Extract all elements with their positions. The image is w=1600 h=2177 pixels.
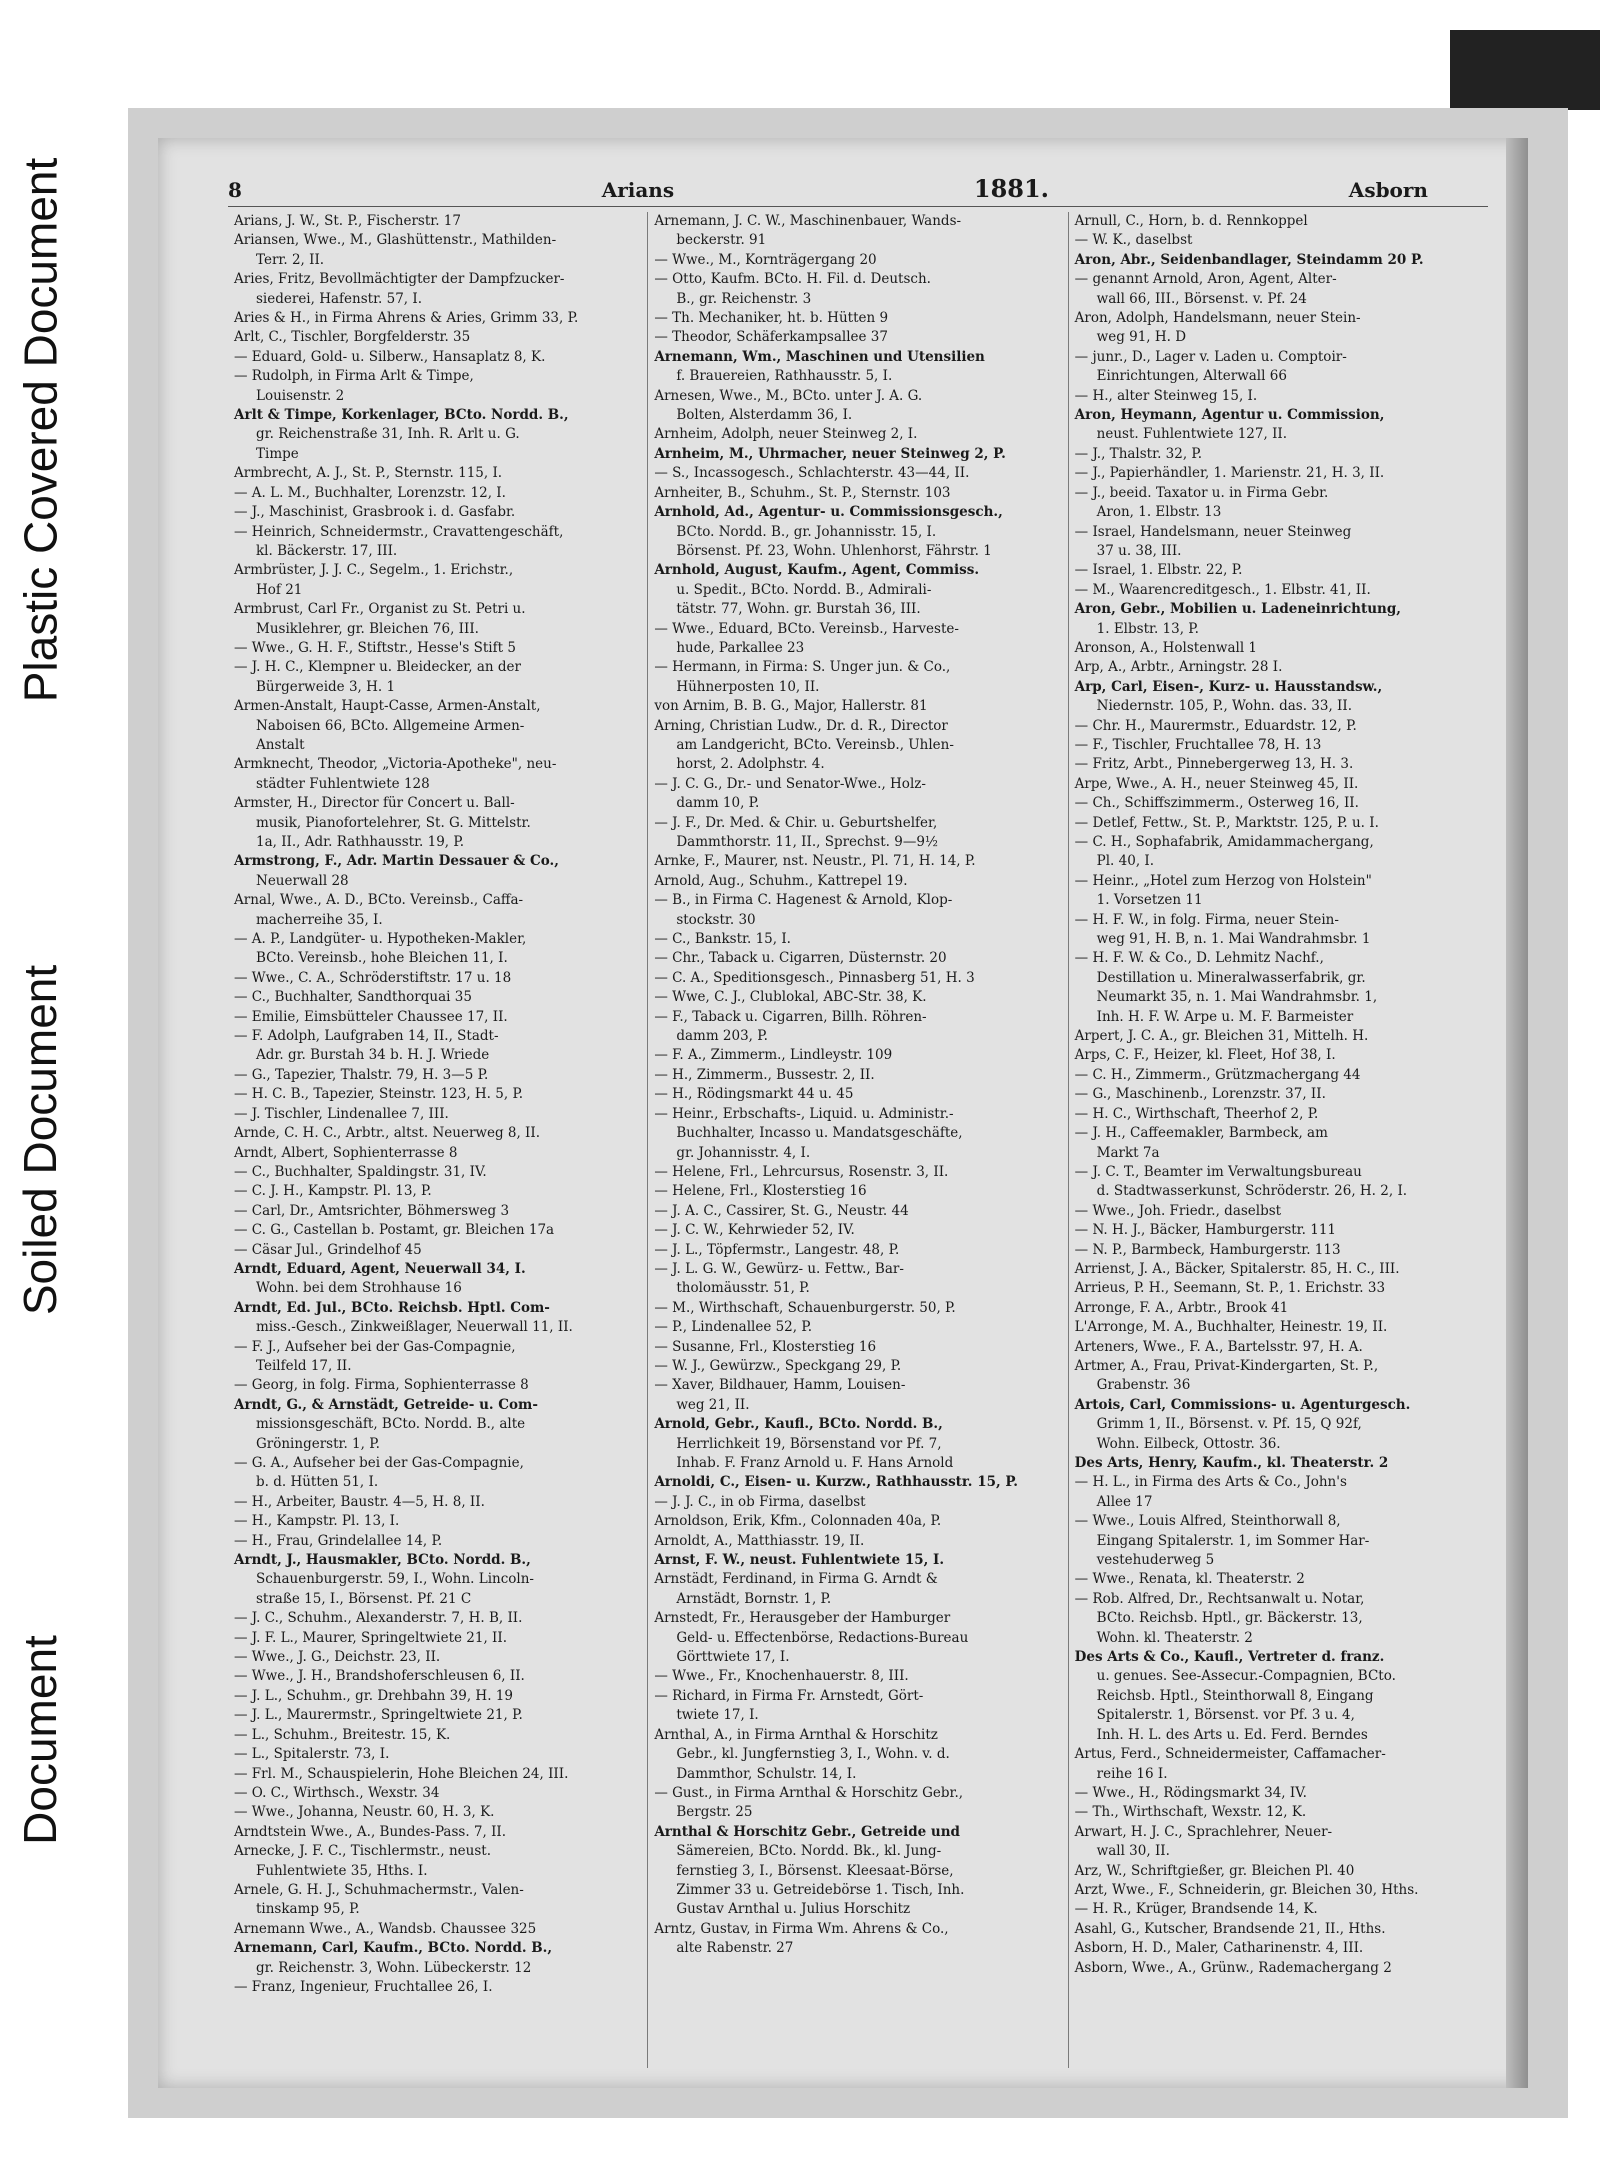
directory-entry: — Ch., Schiffszimmerm., Osterweg 16, II. xyxy=(1074,795,1359,812)
directory-entry: — H. L., in Firma des Arts & Co., John's xyxy=(1074,1474,1347,1491)
directory-entry: Einrichtungen, Alterwall 66 xyxy=(1096,368,1287,385)
directory-entry: Aron, Heymann, Agentur u. Commission, xyxy=(1074,407,1385,424)
directory-entry: — J. L., Maurermstr., Springeltwiete 21, P. xyxy=(234,1707,523,1724)
directory-entry: Arnheim, Adolph, neuer Steinweg 2, I. xyxy=(654,426,918,443)
directory-entry: Börsenst. Pf. 23, Wohn. Uhlenhorst, Fährstr. 1 xyxy=(676,542,992,559)
directory-entry: Arnal, Wwe., A. D., BCto. Vereinsb., Caffa- xyxy=(234,892,524,909)
directory-entry: alte Rabenstr. 27 xyxy=(676,1940,794,1957)
directory-entry: Arnthal & Horschitz Gebr., Getreide und xyxy=(654,1823,960,1840)
directory-entry: — C. H., Zimmerm., Grützmachergang 44 xyxy=(1074,1066,1361,1083)
directory-entry: — H. C. B., Tapezier, Steinstr. 123, H. 5, P. xyxy=(234,1086,524,1103)
directory-entry: Inh. H. L. des Arts u. Ed. Ferd. Berndes xyxy=(1096,1726,1368,1743)
directory-entry: — J. H. C., Klempner u. Bleidecker, an der xyxy=(234,659,521,676)
directory-entry: — F., Tischler, Fruchtallee 78, H. 13 xyxy=(1074,736,1322,753)
directory-entry: kl. Bäckerstr. 17, III. xyxy=(256,542,398,559)
directory-entry: — H. C., Wirthschaft, Theerhof 2, P. xyxy=(1074,1105,1319,1122)
directory-entry: — J. A. C., Cassirer, St. G., Neustr. 44 xyxy=(654,1202,909,1219)
directory-entry: Aron, Abr., Seidenbandlager, Steindamm 20 P. xyxy=(1074,251,1424,268)
directory-entry: BCto. Reichsb. Hptl., gr. Bäckerstr. 13, xyxy=(1096,1610,1363,1627)
directory-entry: Sämereien, BCto. Nordd. Bk., kl. Jung- xyxy=(676,1843,942,1860)
directory-entry: Louisenstr. 2 xyxy=(256,387,345,404)
directory-entry: — Chr. H., Maurermstr., Eduardstr. 12, P. xyxy=(1074,717,1357,734)
directory-entry: Spitalerstr. 1, Börsenst. vor Pf. 3 u. 4, xyxy=(1096,1707,1355,1724)
directory-entry: Markt 7a xyxy=(1096,1144,1160,1161)
directory-entry: — H., alter Steinweg 15, I. xyxy=(1074,387,1258,404)
directory-entry: — Franz, Ingenieur, Fruchtallee 26, I. xyxy=(234,1978,493,1995)
directory-entry: Teilfeld 17, II. xyxy=(256,1357,352,1374)
directory-column-2 xyxy=(647,212,1067,2068)
directory-entry: Armster, H., Director für Concert u. Ball- xyxy=(234,795,515,812)
directory-entry: Arning, Christian Ludw., Dr. d. R., Director xyxy=(654,717,948,734)
directory-entry: — J. H., Caffeemakler, Barmbeck, am xyxy=(1074,1125,1328,1142)
directory-entry: — junr., D., Lager v. Laden u. Comptoir- xyxy=(1074,348,1347,365)
directory-entry: — S., Incassogesch., Schlachterstr. 43—44, II. xyxy=(654,465,970,482)
directory-column-3 xyxy=(1068,212,1488,2068)
directory-entry: Inh. H. F. W. Arpe u. M. F. Barmeister xyxy=(1096,1008,1354,1025)
directory-entry: — L., Spitalerstr. 73, I. xyxy=(234,1746,390,1763)
directory-entry: Arp, A., Arbtr., Arningstr. 28 I. xyxy=(1074,659,1283,676)
directory-entry: damm 203, P. xyxy=(676,1028,768,1045)
directory-entry: — Chr., Taback u. Cigarren, Düsternstr. 20 xyxy=(654,950,947,967)
directory-entry: Asborn, H. D., Maler, Catharinenstr. 4, III. xyxy=(1074,1940,1364,1957)
directory-entry: Arpe, Wwe., A. H., neuer Steinweg 45, II. xyxy=(1074,775,1359,792)
directory-entry: — Wwe., J. H., Brandshoferschleusen 6, II. xyxy=(234,1668,525,1685)
directory-entry: Musiklehrer, gr. Bleichen 76, III. xyxy=(256,620,479,637)
directory-entry: 1a, II., Adr. Rathhausstr. 19, P. xyxy=(256,834,465,850)
directory-entry: Arpert, J. C. A., gr. Bleichen 31, Mittelh. H. xyxy=(1074,1028,1369,1045)
directory-entry: Armstrong, F., Adr. Martin Dessauer & Co., xyxy=(234,853,559,870)
directory-entry: hude, Parkallee 23 xyxy=(676,639,805,656)
directory-entry: Armen-Anstalt, Haupt-Casse, Armen-Anstalt, xyxy=(234,698,541,715)
directory-entry: Arndtstein Wwe., A., Bundes-Pass. 7, II. xyxy=(234,1823,507,1840)
directory-entry: — O. C., Wirthsch., Wexstr. 34 xyxy=(234,1784,440,1801)
directory-entry: — Theodor, Schäferkampsallee 37 xyxy=(654,329,888,346)
directory-entry: — J. L. G. W., Gewürz- u. Fettw., Bar- xyxy=(654,1260,904,1277)
directory-entry: Arps, C. F., Heizer, kl. Fleet, Hof 38, I. xyxy=(1074,1047,1336,1064)
directory-entry: — C. G., Castellan b. Postamt, gr. Bleichen 17a xyxy=(234,1222,555,1239)
directory-entry: Arrieus, P. H., Seemann, St. P., 1. Erichstr. 33 xyxy=(1074,1280,1386,1297)
directory-entry: — Cäsar Jul., Grindelhof 45 xyxy=(234,1241,422,1258)
directory-entry: — Otto, Kaufm. BCto. H. Fil. d. Deutsch. xyxy=(654,271,931,288)
directory-entry: — H. F. W., in folg. Firma, neuer Stein- xyxy=(1074,911,1339,928)
directory-entry: Grabenstr. 36 xyxy=(1096,1377,1191,1394)
directory-entry: städter Fuhlentwiete 128 xyxy=(256,775,430,792)
running-head-right-word: Asborn xyxy=(1348,178,1428,202)
directory-entry: Schauenburgerstr. 59, I., Wohn. Lincoln- xyxy=(256,1571,534,1588)
directory-entry: — F. J., Aufseher bei der Gas-Compagnie, xyxy=(234,1338,516,1355)
directory-entry: Grimm 1, II., Börsenst. v. Pf. 15, Q 92f, xyxy=(1096,1416,1362,1433)
directory-entry: vestehuderweg 5 xyxy=(1096,1552,1215,1569)
directory-entry: stockstr. 30 xyxy=(676,911,756,928)
directory-entry: Asborn, Wwe., A., Grünw., Rademachergang 2 xyxy=(1074,1959,1392,1976)
directory-entry: Des Arts & Co., Kaufl., Vertreter d. franz. xyxy=(1074,1649,1385,1666)
directory-entry: Arrienst, J. A., Bäcker, Spitalerstr. 85, H. C., III. xyxy=(1074,1260,1400,1277)
directory-entry: — Wwe., Eduard, BCto. Vereinsb., Harveste- xyxy=(654,620,959,637)
directory-entry: — Heinr., „Hotel zum Herzog von Holstein" xyxy=(1074,872,1372,889)
directory-entry: — Israel, 1. Elbstr. 22, P. xyxy=(1074,562,1243,579)
directory-entry: Geld- u. Effectenbörse, Redactions-Bureau xyxy=(676,1629,969,1646)
directory-entry: — Heinr., Erbschafts-, Liquid. u. Administr.- xyxy=(654,1105,954,1122)
directory-entry: Armbrecht, A. J., St. P., Sternstr. 115, I. xyxy=(234,465,503,482)
directory-entry: Arnemann, J. C. W., Maschinenbauer, Wands- xyxy=(654,213,962,229)
directory-entry: Arnele, G. H. J., Schuhmachermstr., Valen- xyxy=(234,1881,524,1898)
directory-entry: — Wwe., C. A., Schröderstiftstr. 17 u. 18 xyxy=(234,969,512,986)
directory-entry: — Detlef, Fettw., St. P., Marktstr. 125, P. u. I. xyxy=(1074,814,1379,831)
directory-entry: weg 21, II. xyxy=(676,1396,750,1413)
directory-entry: Arp, Carl, Eisen-, Kurz- u. Hausstandsw., xyxy=(1074,678,1383,695)
directory-columns xyxy=(228,212,1488,2068)
page-number: 8 xyxy=(228,178,242,202)
directory-entry: Inhab. F. Franz Arnold u. F. Hans Arnold xyxy=(676,1455,954,1471)
directory-entry: Niedernstr. 105, P., Wohn. das. 33, II. xyxy=(1096,698,1353,715)
directory-entry: — B., in Firma C. Hagenest & Arnold, Klop- xyxy=(654,892,953,909)
directory-entry: Adr. gr. Burstah 34 b. H. J. Wriede xyxy=(256,1047,490,1064)
directory-entry: Arnheim, M., Uhrmacher, neuer Steinweg 2, P. xyxy=(654,445,1006,462)
directory-entry: — H. R., Krüger, Brandsende 14, K. xyxy=(1074,1901,1318,1918)
directory-entry: Wohn. kl. Theaterstr. 2 xyxy=(1096,1629,1253,1646)
directory-entry: — A. L. M., Buchhalter, Lorenzstr. 12, I. xyxy=(234,484,506,501)
directory-entry: u. Spedit., BCto. Nordd. B., Admirali- xyxy=(676,581,932,598)
directory-entry: L'Arronge, M. A., Buchhalter, Heinestr. 19, II. xyxy=(1074,1319,1388,1336)
directory-entry: Artus, Ferd., Schneidermeister, Caffamacher- xyxy=(1074,1746,1386,1763)
directory-entry: Arz, W., Schriftgießer, gr. Bleichen Pl. 40 xyxy=(1074,1862,1355,1879)
directory-entry: — J. F., Dr. Med. & Chir. u. Geburtshelfer, xyxy=(654,814,938,831)
directory-entry: 1. Elbstr. 13, P. xyxy=(1096,620,1199,637)
directory-entry: — A. P., Landgüter- u. Hypotheken-Makler, xyxy=(234,931,527,948)
directory-entry: weg 91, H. D xyxy=(1096,329,1187,346)
directory-entry: BCto. Nordd. B., gr. Johannisstr. 15, I. xyxy=(676,523,937,540)
directory-entry: — G., Tapezier, Thalstr. 79, H. 3—5 P. xyxy=(234,1066,489,1083)
directory-entry: — J. L., Töpfermstr., Langestr. 48, P. xyxy=(654,1241,900,1258)
directory-entry: BCto. Vereinsb., hohe Bleichen 11, I. xyxy=(256,950,508,967)
directory-entry: Allee 17 xyxy=(1096,1493,1153,1510)
directory-entry: Hof 21 xyxy=(256,581,303,598)
directory-entry: — Fritz, Arbt., Pinnebergerweg 13, H. 3. xyxy=(1074,756,1354,773)
directory-entry: macherreihe 35, I. xyxy=(256,911,383,928)
directory-entry: Bürgerweide 3, H. 1 xyxy=(256,678,396,695)
directory-entry: Reichsb. Hptl., Steinthorwall 8, Eingang xyxy=(1096,1687,1374,1704)
directory-entry: — C., Buchhalter, Spaldingstr. 31, IV. xyxy=(234,1163,487,1180)
directory-column-1 xyxy=(228,212,647,2068)
directory-entry: — Carl, Dr., Amtsrichter, Böhmersweg 3 xyxy=(234,1202,510,1219)
directory-entry: Arnesen, Wwe., M., BCto. unter J. A. G. xyxy=(654,387,923,404)
directory-entry: — Wwe., Fr., Knochenhauerstr. 8, III. xyxy=(654,1668,909,1685)
directory-entry: von Arnim, B. B. G., Major, Hallerstr. 81 xyxy=(654,698,928,715)
directory-entry: weg 91, H. B, n. 1. Mai Wandrahmsbr. 1 xyxy=(1096,931,1371,948)
directory-entry: Des Arts, Henry, Kaufm., kl. Theaterstr. 2 xyxy=(1074,1455,1389,1471)
directory-entry: missionsgeschäft, BCto. Nordd. B., alte xyxy=(256,1416,526,1433)
directory-entry: — Th. Mechaniker, ht. b. Hütten 9 xyxy=(654,310,889,327)
directory-entry: — Xaver, Bildhauer, Hamm, Louisen- xyxy=(654,1377,906,1394)
directory-entry: — Heinrich, Schneidermstr., Cravattengeschäft, xyxy=(234,523,564,540)
directory-entry: Aron, Adolph, Handelsmann, neuer Stein- xyxy=(1074,310,1361,327)
directory-entry: — Gust., in Firma Arnthal & Horschitz Gebr., xyxy=(654,1784,964,1801)
directory-entry: — Wwe, C. J., Clublokal, ABC-Str. 38, K. xyxy=(654,989,927,1006)
directory-entry: Arndt, Albert, Sophienterrasse 8 xyxy=(234,1144,458,1161)
directory-entry: — J. L., Schuhm., gr. Drehbahn 39, H. 19 xyxy=(234,1687,513,1704)
directory-entry: — N. H. J., Bäcker, Hamburgerstr. 111 xyxy=(1074,1222,1336,1239)
directory-entry: — H. F. W. & Co., D. Lehmitz Nachf., xyxy=(1074,950,1324,967)
directory-entry: — Georg, in folg. Firma, Sophienterrasse 8 xyxy=(234,1377,529,1394)
directory-entry: — H., Kampstr. Pl. 13, I. xyxy=(234,1513,400,1530)
directory-entry: — J. C. T., Beamter im Verwaltungsbureau xyxy=(1074,1163,1362,1180)
directory-entry: — Rudolph, in Firma Arlt & Timpe, xyxy=(234,368,474,385)
directory-entry: Dammthorstr. 11, II., Sprechst. 9—9½ xyxy=(676,834,938,850)
directory-entry: Arnstädt, Ferdinand, in Firma G. Arndt & xyxy=(654,1571,938,1588)
directory-entry: Artmer, A., Frau, Privat-Kindergarten, St. P., xyxy=(1074,1357,1379,1374)
directory-entry: Arndt, G., & Arnstädt, Getreide- u. Com- xyxy=(234,1396,538,1413)
directory-entry: Arnde, C. H. C., Arbtr., altst. Neuerweg 8, II. xyxy=(234,1125,541,1142)
directory-entry: Buchhalter, Incasso u. Mandatsgeschäfte, xyxy=(676,1125,963,1142)
directory-entry: — Susanne, Frl., Klosterstieg 16 xyxy=(654,1338,877,1355)
directory-entry: b. d. Hütten 51, I. xyxy=(256,1474,379,1491)
directory-entry: damm 10, P. xyxy=(676,795,760,812)
directory-entry: Arnst, F. W., neust. Fuhlentwiete 15, I. xyxy=(654,1552,945,1569)
directory-entry: — C. H., Sophafabrik, Amidammachergang, xyxy=(1074,834,1374,850)
directory-entry: reihe 16 I. xyxy=(1096,1765,1168,1782)
directory-entry: — C., Bankstr. 15, I. xyxy=(654,931,791,948)
directory-entry: Arteners, Wwe., F. A., Bartelsstr. 97, H. A. xyxy=(1074,1338,1363,1355)
directory-entry: Herrlichkeit 19, Börsenstand vor Pf. 7, xyxy=(676,1435,942,1452)
directory-entry: Arntz, Gustav, in Firma Wm. Ahrens & Co., xyxy=(654,1920,949,1937)
directory-entry: siederei, Hafenstr. 57, I. xyxy=(256,290,423,307)
directory-entry: — W. J., Gewürzw., Speckgang 29, P. xyxy=(654,1357,902,1374)
directory-entry: Bolten, Alsterdamm 36, I. xyxy=(676,407,853,424)
directory-entry: Gustav Arnthal u. Julius Horschitz xyxy=(676,1901,911,1918)
directory-entry: Aries & H., in Firma Ahrens & Aries, Grimm 33, P. xyxy=(234,310,579,327)
directory-entry: — W. K., daselbst xyxy=(1074,232,1193,249)
scanned-page-frame xyxy=(128,108,1568,2118)
directory-entry: — M., Wirthschaft, Schauenburgerstr. 50, P. xyxy=(654,1299,956,1316)
directory-entry: Timpe xyxy=(256,445,299,462)
directory-entry: Arnthal, A., in Firma Arnthal & Horschitz xyxy=(654,1726,938,1743)
directory-entry: Armbrüster, J. J. C., Segelm., 1. Erichstr., xyxy=(234,562,514,579)
directory-entry: — C. A., Speditionsgesch., Pinnasberg 51, H. 3 xyxy=(654,969,975,986)
directory-entry: Arndt, J., Hausmakler, BCto. Nordd. B., xyxy=(234,1552,531,1569)
directory-entry: — Wwe., Johanna, Neustr. 60, H. 3, K. xyxy=(234,1804,495,1821)
directory-entry: — J., Papierhändler, 1. Marienstr. 21, H. 3, II. xyxy=(1074,465,1385,482)
page-edge-shadow xyxy=(1506,138,1528,2088)
directory-entry: wall 66, III., Börsenst. v. Pf. 24 xyxy=(1096,290,1307,307)
directory-entry: Terr. 2, II. xyxy=(256,251,325,268)
directory-entry: Hühnerposten 10, II. xyxy=(676,678,820,695)
directory-entry: Arnemann, Wm., Maschinen und Utensilien xyxy=(654,348,985,365)
directory-entry: Neumarkt 35, n. 1. Mai Wandrahmsbr. 1, xyxy=(1096,989,1378,1006)
directory-entry: — J. C. W., Kehrwieder 52, IV. xyxy=(654,1222,855,1239)
directory-entry: — H., Zimmerm., Bussestr. 2, II. xyxy=(654,1066,875,1083)
directory-entry: Arnecke, J. F. C., Tischlermstr., neust. xyxy=(234,1843,492,1860)
directory-entry: Arnhold, August, Kaufm., Agent, Commiss. xyxy=(654,562,980,579)
directory-entry: f. Brauereien, Rathhausstr. 5, I. xyxy=(676,368,893,385)
directory-entry: d. Stadtwasserkunst, Schröderstr. 26, H. 2, I. xyxy=(1096,1183,1408,1200)
margin-labels xyxy=(0,0,80,2177)
directory-entry: gr. Reichenstr. 3, Wohn. Lübeckerstr. 12 xyxy=(256,1959,532,1976)
margin-label-document: Document xyxy=(14,1635,66,1845)
directory-entry: tholomäusstr. 51, P. xyxy=(676,1280,810,1297)
directory-entry: Arnstedt, Fr., Herausgeber der Hamburger xyxy=(654,1610,951,1627)
directory-entry: — Helene, Frl., Lehrcursus, Rosenstr. 3, II. xyxy=(654,1163,949,1180)
directory-entry: Arnold, Gebr., Kaufl., BCto. Nordd. B., xyxy=(654,1416,943,1433)
directory-entry: neust. Fuhlentwiete 127, II. xyxy=(1096,426,1288,443)
directory-entry: 1. Vorsetzen 11 xyxy=(1096,892,1203,909)
directory-entry: Fuhlentwiete 35, Hths. I. xyxy=(256,1862,428,1879)
directory-entry: — Richard, in Firma Fr. Arnstedt, Gört- xyxy=(654,1687,924,1704)
directory-entry: Arnold, Aug., Schuhm., Kattrepel 19. xyxy=(654,872,908,889)
directory-entry: Aron, Gebr., Mobilien u. Ladeneinrichtung, xyxy=(1074,601,1401,618)
directory-entry: — F. A., Zimmerm., Lindleystr. 109 xyxy=(654,1047,893,1064)
directory-entry: — Wwe., J. G., Deichstr. 23, II. xyxy=(234,1649,441,1666)
directory-entry: horst, 2. Adolphstr. 4. xyxy=(676,756,825,773)
margin-label-plastic-covered: Plastic Covered Document xyxy=(14,157,67,703)
directory-entry: — J. F. L., Maurer, Springeltwiete 21, II. xyxy=(234,1629,507,1646)
directory-entry: — F. Adolph, Laufgraben 14, II., Stadt- xyxy=(234,1028,499,1045)
directory-entry: Arnemann, Carl, Kaufm., BCto. Nordd. B., xyxy=(234,1940,553,1957)
directory-entry: Bergstr. 25 xyxy=(676,1804,753,1821)
directory-entry: — J. Tischler, Lindenallee 7, III. xyxy=(234,1105,449,1122)
directory-entry: — Emilie, Eimsbütteler Chaussee 17, II. xyxy=(234,1008,508,1025)
margin-label-soiled: Soiled Document xyxy=(14,964,66,1316)
directory-entry: Wohn. bei dem Strohhause 16 xyxy=(256,1280,462,1297)
directory-entry: — genannt Arnold, Aron, Agent, Alter- xyxy=(1074,271,1337,288)
directory-entry: Arnoldi, C., Eisen- u. Kurzw., Rathhausstr. 15, P. xyxy=(654,1474,1018,1491)
directory-entry: tätstr. 77, Wohn. gr. Burstah 36, III. xyxy=(676,601,921,618)
directory-entry: Eingang Spitalerstr. 1, im Sommer Har- xyxy=(1096,1532,1370,1549)
directory-entry: Arnemann Wwe., A., Wandsb. Chaussee 325 xyxy=(234,1920,537,1937)
directory-entry: straße 15, I., Börsenst. Pf. 21 C xyxy=(256,1590,472,1607)
directory-entry: gr. Reichenstraße 31, Inh. R. Arlt u. G. xyxy=(256,426,520,443)
directory-entry: Arronge, F. A., Arbtr., Brook 41 xyxy=(1074,1299,1289,1316)
directory-entry: — Hermann, in Firma: S. Unger jun. & Co., xyxy=(654,659,951,676)
directory-entry: — Wwe., Joh. Friedr., daselbst xyxy=(1074,1202,1282,1219)
directory-entry: Arwart, H. J. C., Sprachlehrer, Neuer- xyxy=(1074,1823,1333,1840)
scan-corner-shadow xyxy=(1450,30,1600,110)
directory-entry: Zimmer 33 u. Getreidebörse 1. Tisch, Inh. xyxy=(676,1881,965,1898)
directory-entry: — C. J. H., Kampstr. Pl. 13, P. xyxy=(234,1183,432,1200)
directory-entry: — H., Arbeiter, Baustr. 4—5, H. 8, II. xyxy=(234,1493,485,1510)
directory-entry: gr. Johannisstr. 4, I. xyxy=(676,1144,811,1161)
directory-entry: Armbrust, Carl Fr., Organist zu St. Petri u. xyxy=(234,601,526,618)
directory-entry: u. genues. See-Assecur.-Compagnien, BCto. xyxy=(1096,1668,1396,1685)
directory-entry: — Wwe., M., Kornträgergang 20 xyxy=(654,251,877,268)
directory-entry: — Rob. Alfred, Dr., Rechtsanwalt u. Notar, xyxy=(1074,1590,1365,1607)
directory-entry: Gröningerstr. 1, P. xyxy=(256,1435,380,1452)
running-head-left-word: Arians xyxy=(601,178,675,202)
directory-entry: fernstieg 3, I., Börsenst. Kleesaat-Börse, xyxy=(676,1862,954,1879)
directory-entry: — J. J. C., in ob Firma, daselbst xyxy=(654,1493,866,1510)
directory-entry: musik, Pianofortelehrer, St. G. Mittelstr. xyxy=(256,814,531,831)
directory-entry: Arlt, C., Tischler, Borgfelderstr. 35 xyxy=(234,329,471,346)
directory-entry: Arlt & Timpe, Korkenlager, BCto. Nordd. B., xyxy=(234,407,569,424)
directory-entry: Ariansen, Wwe., M., Glashüttenstr., Mathilden- xyxy=(234,232,557,249)
directory-entry: — J., Thalstr. 32, P. xyxy=(1074,445,1203,462)
directory-entry: Naboisen 66, BCto. Allgemeine Armen- xyxy=(256,717,525,734)
directory-entry: Asahl, G., Kutscher, Brandsende 21, II., Hths. xyxy=(1074,1920,1386,1937)
directory-entry: Pl. 40, I. xyxy=(1096,853,1155,870)
directory-entry: Armknecht, Theodor, „Victoria-Apotheke", neu- xyxy=(234,756,557,773)
directory-entry: — J., beeid. Taxator u. in Firma Gebr. xyxy=(1074,484,1329,501)
directory-entry: Aron, 1. Elbstr. 13 xyxy=(1096,504,1222,521)
directory-entry: Arzt, Wwe., F., Schneiderin, gr. Bleichen 30, Hths. xyxy=(1074,1881,1419,1898)
directory-entry: twiete 17, I. xyxy=(676,1707,759,1724)
directory-entry: — G., Maschinenb., Lorenzstr. 37, II. xyxy=(1074,1086,1326,1103)
directory-entry: — F., Taback u. Cigarren, Billh. Röhren- xyxy=(654,1008,927,1025)
directory-entry: — H., Frau, Grindelallee 14, P. xyxy=(234,1532,443,1549)
directory-entry: Dammthor, Schulstr. 14, I. xyxy=(676,1765,857,1782)
running-head xyxy=(228,174,1488,206)
directory-entry: Aronson, A., Holstenwall 1 xyxy=(1074,639,1258,656)
directory-entry: — Th., Wirthschaft, Wexstr. 12, K. xyxy=(1074,1804,1307,1821)
directory-entry: — P., Lindenallee 52, P. xyxy=(654,1319,812,1336)
directory-entry: miss.-Gesch., Zinkweißlager, Neuerwall 11, II. xyxy=(256,1319,573,1336)
directory-entry: Arnhold, Ad., Agentur- u. Commissionsgesch., xyxy=(654,504,1003,521)
directory-entry: Destillation u. Mineralwasserfabrik, gr. xyxy=(1096,969,1366,986)
directory-entry: — C., Buchhalter, Sandthorquai 35 xyxy=(234,989,472,1006)
directory-page xyxy=(158,138,1528,2088)
directory-entry: — J. C., Schuhm., Alexanderstr. 7, H. B, II. xyxy=(234,1610,523,1627)
directory-entry: — Eduard, Gold- u. Silberw., Hansaplatz 8, K. xyxy=(234,348,546,365)
directory-entry: 37 u. 38, III. xyxy=(1096,542,1182,559)
directory-entry: — M., Waarencreditgesch., 1. Elbstr. 41, II. xyxy=(1074,581,1371,598)
directory-entry: — Wwe., H., Rödingsmarkt 34, IV. xyxy=(1074,1784,1307,1801)
directory-entry: — J. C. G., Dr.- und Senator-Wwe., Holz- xyxy=(654,775,926,792)
directory-entry: wall 30, II. xyxy=(1096,1843,1170,1860)
directory-entry: Arnheiter, B., Schuhm., St. P., Sternstr. 103 xyxy=(654,484,951,501)
header-rule xyxy=(228,206,1488,207)
directory-entry: tinskamp 95, P. xyxy=(256,1901,360,1918)
directory-entry: Wohn. Eilbeck, Ottostr. 36. xyxy=(1096,1435,1281,1452)
directory-entry: — Helene, Frl., Klosterstieg 16 xyxy=(654,1183,867,1200)
directory-entry: B., gr. Reichenstr. 3 xyxy=(676,290,812,307)
directory-entry: — Wwe., G. H. F., Stiftstr., Hesse's Stift 5 xyxy=(234,639,516,656)
running-head-year: 1881. xyxy=(973,174,1050,203)
directory-entry: — Wwe., Renata, kl. Theaterstr. 2 xyxy=(1074,1571,1305,1588)
directory-entry: — N. P., Barmbeck, Hamburgerstr. 113 xyxy=(1074,1241,1341,1258)
directory-entry: — Wwe., Louis Alfred, Steinthorwall 8, xyxy=(1074,1513,1341,1530)
directory-entry: Neuerwall 28 xyxy=(256,872,349,889)
directory-entry: Anstalt xyxy=(256,736,305,753)
directory-entry: — J., Maschinist, Grasbrook i. d. Gasfabr. xyxy=(234,504,516,521)
directory-entry: Arnstädt, Bornstr. 1, P. xyxy=(676,1590,832,1607)
directory-entry: — Frl. M., Schauspielerin, Hohe Bleichen 24, III. xyxy=(234,1765,569,1782)
directory-entry: — L., Schuhm., Breitestr. 15, K. xyxy=(234,1726,451,1743)
directory-entry: Gebr., kl. Jungfernstieg 3, I., Wohn. v. d. xyxy=(676,1746,950,1763)
directory-entry: beckerstr. 91 xyxy=(676,232,767,249)
directory-entry: Arndt, Eduard, Agent, Neuerwall 34, I. xyxy=(234,1260,526,1277)
directory-entry: Arnoldson, Erik, Kfm., Colonnaden 40a, P. xyxy=(654,1513,942,1530)
directory-entry: Arnke, F., Maurer, nst. Neustr., Pl. 71, H. 14, P. xyxy=(654,853,976,870)
directory-entry: am Landgericht, BCto. Vereinsb., Uhlen- xyxy=(676,736,954,753)
directory-entry: — G. A., Aufseher bei der Gas-Compagnie, xyxy=(234,1455,524,1471)
directory-entry: Aries, Fritz, Bevollmächtigter der Dampfzucker- xyxy=(234,271,565,288)
directory-entry: — Israel, Handelsmann, neuer Steinweg xyxy=(1074,523,1352,540)
directory-entry: Arnoldt, A., Matthiasstr. 19, II. xyxy=(654,1532,865,1549)
directory-entry: — H., Rödingsmarkt 44 u. 45 xyxy=(654,1086,854,1103)
directory-entry: Arndt, Ed. Jul., BCto. Reichsb. Hptl. Com- xyxy=(234,1299,550,1316)
directory-entry: Görttwiete 17, I. xyxy=(676,1649,790,1666)
directory-entry: Arnull, C., Horn, b. d. Rennkoppel xyxy=(1074,213,1308,229)
directory-entry: Artois, Carl, Commissions- u. Agenturgesch. xyxy=(1074,1396,1411,1413)
directory-entry: Arians, J. W., St. P., Fischerstr. 17 xyxy=(234,213,461,229)
